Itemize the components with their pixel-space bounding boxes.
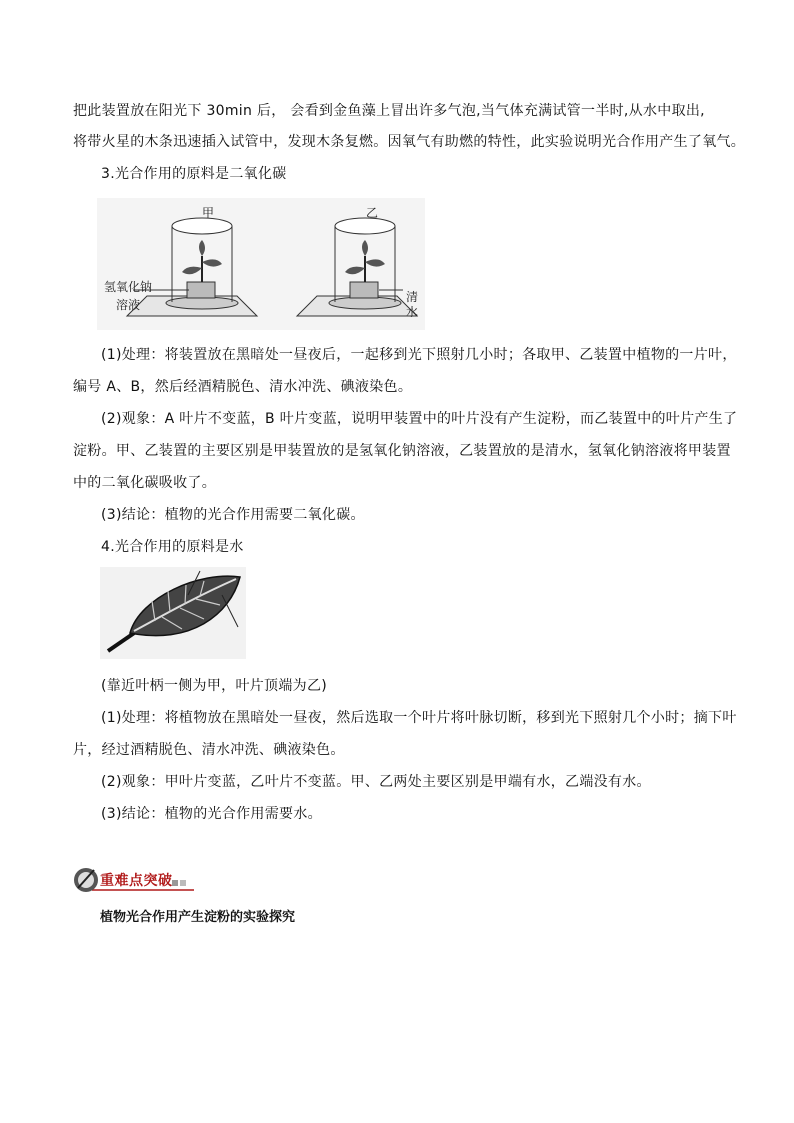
para-line: 把此装置放在阳光下 30min 后， 会看到金鱼藻上冒出许多气泡,当气体充满试管一半时,从水中取出,	[73, 103, 705, 119]
para-line: (1)处理：将装置放在黑暗处一昼夜后，一起移到光下照射几小时；各取甲、乙装置中植物的一片叶，	[101, 347, 737, 363]
para-line: 编号 A、B，然后经酒精脱色、清水冲洗、碘液染色。	[73, 379, 413, 395]
para-line: (3)结论：植物的光合作用需要二氧化碳。	[101, 507, 365, 523]
label-naoh-line1: 氢氧化钠	[104, 280, 153, 294]
section-banner-title: 重难点突破	[100, 873, 173, 889]
para-line: 片，经过酒精脱色、清水冲洗、碘液染色。	[73, 742, 345, 758]
para-line: 中的二氧化碳吸收了。	[73, 475, 216, 491]
label-water-line2: 水	[406, 305, 419, 319]
section-subtitle: 植物光合作用产生淀粉的实验探究	[100, 910, 296, 925]
para-line: (2)观象：A 叶片不变蓝，B 叶片变蓝，说明甲装置中的叶片没有产生淀粉，而乙装置中的叶片产生了	[101, 411, 738, 427]
leaf-figure	[100, 567, 246, 659]
section-heading-4: 4.光合作用的原料是水	[101, 539, 244, 555]
para-line: (3)结论：植物的光合作用需要水。	[101, 806, 322, 822]
para-line: (2)观象：甲叶片变蓝，乙叶片不变蓝。甲、乙两处主要区别是甲端有水，乙端没有水。	[101, 774, 651, 790]
para-line: 将带火星的木条迅速插入试管中，发现木条复燃。因氧气有助燃的特性，此实验说明光合作用产生了氧气。	[73, 134, 746, 150]
para-line: (1)处理：将植物放在黑暗处一昼夜，然后选取一个叶片将叶脉切断，移到光下照射几个小时；摘下叶	[101, 710, 737, 726]
para-line: 淀粉。甲、乙装置的主要区别是甲装置放的是氢氧化钠溶液，乙装置放的是清水，氢氧化钠溶液将甲装置	[73, 443, 731, 459]
figure-caption: (靠近叶柄一侧为甲，叶片顶端为乙)	[101, 678, 328, 694]
section-heading-3: 3.光合作用的原料是二氧化碳	[101, 166, 287, 182]
label-naoh-line2: 溶液	[116, 298, 141, 312]
label-jia: 甲	[202, 206, 215, 220]
label-yi: 乙	[366, 206, 379, 220]
label-water-line1: 清	[406, 290, 419, 304]
